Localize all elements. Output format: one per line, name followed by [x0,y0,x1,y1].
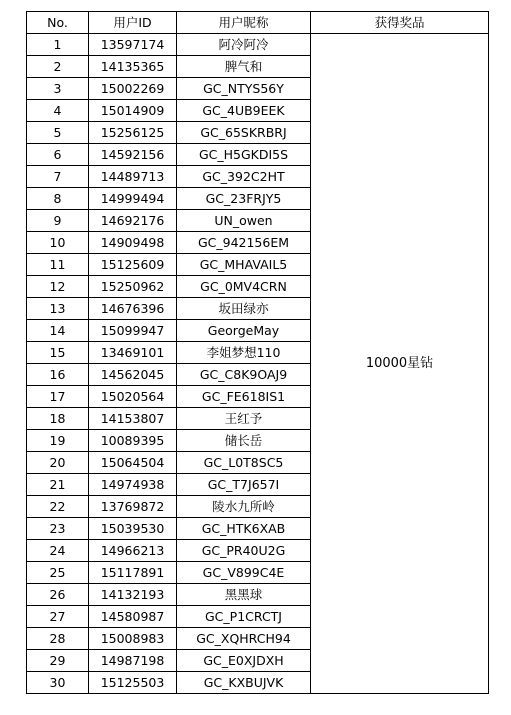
cell-no: 17 [27,386,89,408]
cell-user-id: 14692176 [89,210,177,232]
cell-no: 23 [27,518,89,540]
cell-no: 21 [27,474,89,496]
cell-nickname: GC_23FRJY5 [177,188,311,210]
cell-user-id: 13469101 [89,342,177,364]
cell-nickname: GC_PR40U2G [177,540,311,562]
cell-no: 2 [27,56,89,78]
cell-nickname: GC_XQHRCH94 [177,628,311,650]
cell-user-id: 15020564 [89,386,177,408]
cell-user-id: 14974938 [89,474,177,496]
cell-user-id: 14966213 [89,540,177,562]
cell-nickname: 脾气和 [177,56,311,78]
cell-user-id: 13769872 [89,496,177,518]
cell-nickname: 储长岳 [177,430,311,452]
cell-nickname: 阿冷阿冷 [177,34,311,56]
cell-user-id: 13597174 [89,34,177,56]
cell-no: 6 [27,144,89,166]
cell-user-id: 15125503 [89,672,177,694]
cell-no: 19 [27,430,89,452]
cell-no: 10 [27,232,89,254]
cell-nickname: GC_0MV4CRN [177,276,311,298]
cell-user-id: 14135365 [89,56,177,78]
table-body [27,34,489,694]
cell-nickname: GeorgeMay [177,320,311,342]
cell-user-id: 14489713 [89,166,177,188]
cell-no: 25 [27,562,89,584]
cell-user-id: 15002269 [89,78,177,100]
cell-no: 13 [27,298,89,320]
cell-no: 29 [27,650,89,672]
cell-user-id: 14987198 [89,650,177,672]
prize-cell: 10000星钻 [311,34,489,694]
cell-no: 7 [27,166,89,188]
cell-user-id: 15064504 [89,452,177,474]
header-row [27,12,489,34]
cell-no: 12 [27,276,89,298]
cell-nickname: GC_65SKRBRJ [177,122,311,144]
winners-table [26,11,489,694]
cell-user-id: 15117891 [89,562,177,584]
cell-nickname: GC_V899C4E [177,562,311,584]
cell-nickname: UN_owen [177,210,311,232]
cell-no: 26 [27,584,89,606]
cell-user-id: 15256125 [89,122,177,144]
cell-no: 14 [27,320,89,342]
cell-user-id: 14132193 [89,584,177,606]
cell-nickname: GC_942156EM [177,232,311,254]
header-nickname: 用户昵称 [177,12,311,34]
cell-nickname: 黑黑球 [177,584,311,606]
cell-no: 18 [27,408,89,430]
cell-nickname: GC_C8K9OAJ9 [177,364,311,386]
cell-user-id: 14999494 [89,188,177,210]
header-prize: 获得奖品 [311,12,489,34]
cell-user-id: 15014909 [89,100,177,122]
cell-user-id: 15099947 [89,320,177,342]
cell-nickname: 坂田绿亦 [177,298,311,320]
cell-user-id: 14562045 [89,364,177,386]
cell-no: 4 [27,100,89,122]
cell-nickname: 王红予 [177,408,311,430]
cell-user-id: 14676396 [89,298,177,320]
cell-no: 8 [27,188,89,210]
cell-nickname: GC_P1CRCTJ [177,606,311,628]
cell-nickname: 陵水九所岭 [177,496,311,518]
cell-nickname: GC_MHAVAIL5 [177,254,311,276]
cell-user-id: 14909498 [89,232,177,254]
cell-no: 16 [27,364,89,386]
cell-no: 30 [27,672,89,694]
cell-nickname: GC_KXBUJVK [177,672,311,694]
cell-nickname: GC_392C2HT [177,166,311,188]
cell-no: 22 [27,496,89,518]
cell-nickname: GC_E0XJDXH [177,650,311,672]
cell-nickname: GC_T7J657I [177,474,311,496]
cell-user-id: 15039530 [89,518,177,540]
cell-no: 1 [27,34,89,56]
cell-no: 5 [27,122,89,144]
cell-no: 20 [27,452,89,474]
cell-no: 9 [27,210,89,232]
cell-nickname: GC_HTK6XAB [177,518,311,540]
header-user-id: 用户ID [89,12,177,34]
cell-nickname: 李姐梦想110 [177,342,311,364]
cell-user-id: 10089395 [89,430,177,452]
cell-nickname: GC_H5GKDI5S [177,144,311,166]
cell-user-id: 15125609 [89,254,177,276]
cell-nickname: GC_FE618IS1 [177,386,311,408]
cell-user-id: 14153807 [89,408,177,430]
cell-nickname: GC_L0T8SC5 [177,452,311,474]
cell-user-id: 15250962 [89,276,177,298]
cell-no: 3 [27,78,89,100]
cell-user-id: 14592156 [89,144,177,166]
cell-nickname: GC_NTYS56Y [177,78,311,100]
cell-no: 11 [27,254,89,276]
cell-no: 15 [27,342,89,364]
cell-no: 28 [27,628,89,650]
cell-user-id: 15008983 [89,628,177,650]
header-no: No. [27,12,89,34]
table-row [27,34,489,56]
cell-no: 27 [27,606,89,628]
cell-no: 24 [27,540,89,562]
cell-user-id: 14580987 [89,606,177,628]
cell-nickname: GC_4UB9EEK [177,100,311,122]
